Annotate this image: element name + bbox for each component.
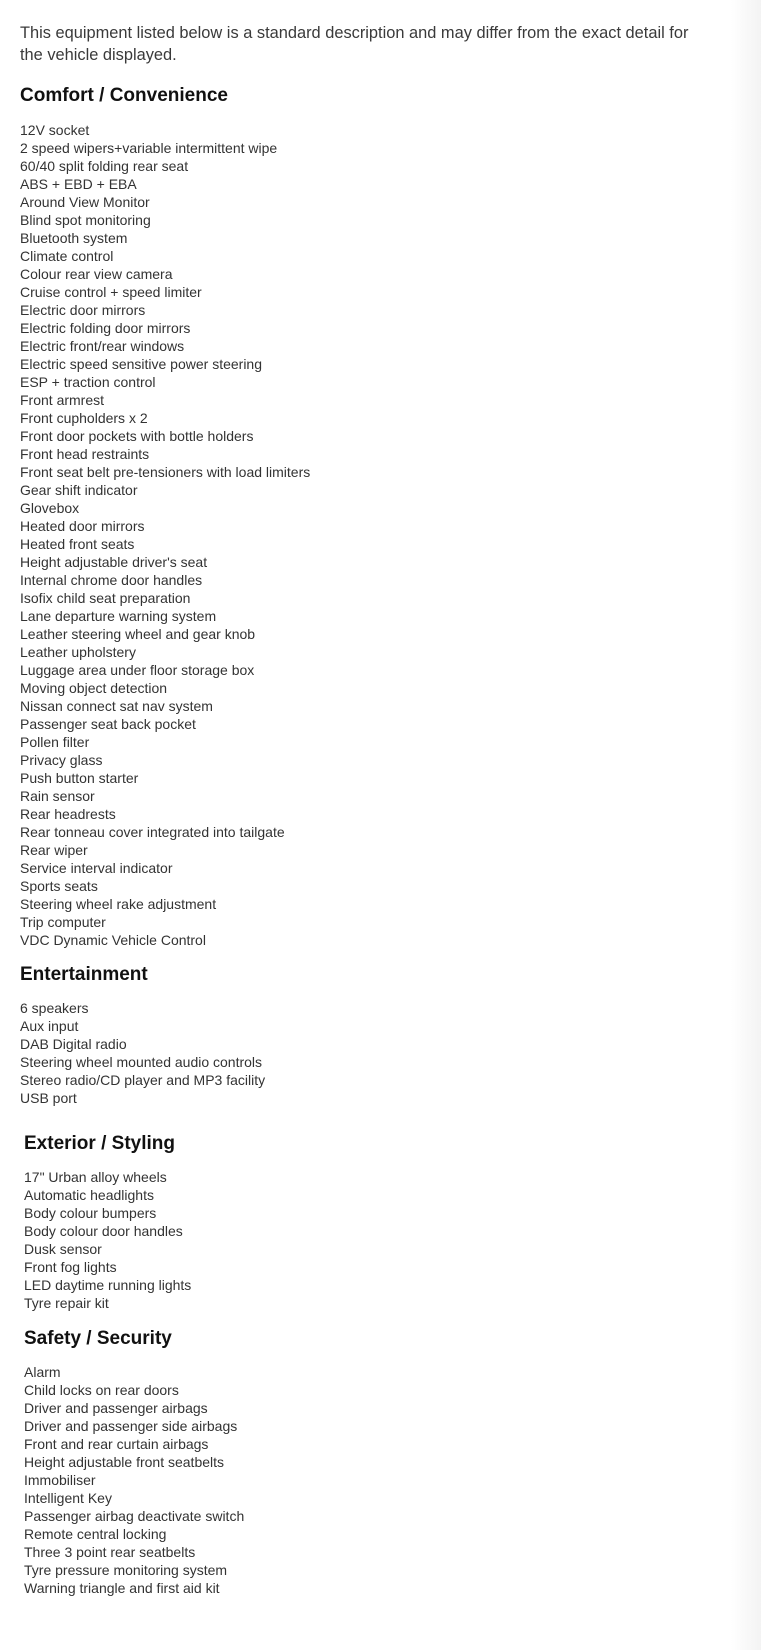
section-title: Comfort / Convenience (20, 85, 228, 106)
equipment-item: 6 speakers (20, 1000, 89, 1016)
equipment-item: Warning triangle and first aid kit (24, 1580, 220, 1596)
equipment-item: Front head restraints (20, 446, 150, 462)
equipment-item: Lane departure warning system (20, 608, 217, 624)
section-exterior-styling (24, 1131, 761, 1312)
equipment-item: Child locks on rear doors (24, 1382, 179, 1398)
section-comfort-convenience (20, 83, 761, 949)
equipment-item: DAB Digital radio (20, 1036, 127, 1052)
equipment-item: Alarm (24, 1364, 61, 1380)
equipment-item: Front door pockets with bottle holders (20, 428, 254, 444)
equipment-item: Front seat belt pre-tensioners with load limiters (20, 464, 311, 480)
equipment-item: Cruise control + speed limiter (20, 284, 202, 300)
equipment-item: Heated front seats (20, 536, 135, 552)
equipment-item: Electric folding door mirrors (20, 320, 191, 336)
section-entertainment (20, 962, 761, 1107)
equipment-item: Front and rear curtain airbags (24, 1436, 209, 1452)
equipment-item: USB port (20, 1090, 77, 1106)
equipment-item: Privacy glass (20, 752, 103, 768)
equipment-item: Isofix child seat preparation (20, 590, 191, 606)
equipment-item: Gear shift indicator (20, 482, 138, 498)
equipment-item: Pollen filter (20, 734, 90, 750)
equipment-item: Leather upholstery (20, 644, 136, 660)
equipment-list (24, 1168, 761, 1312)
equipment-item: Front cupholders x 2 (20, 410, 148, 426)
equipment-item: Heated door mirrors (20, 518, 145, 534)
equipment-item: Blind spot monitoring (20, 212, 151, 228)
equipment-item: Colour rear view camera (20, 266, 173, 282)
intro-disclaimer: This equipment listed below is a standard description and may differ from the exact detail for the vehicle displayed. (20, 24, 689, 64)
equipment-item: Internal chrome door handles (20, 572, 203, 588)
equipment-item: Bluetooth system (20, 230, 128, 246)
equipment-item: 2 speed wipers+variable intermittent wipe (20, 140, 278, 156)
equipment-item: Rear tonneau cover integrated into tailgate (20, 824, 285, 840)
equipment-item: 17" Urban alloy wheels (24, 1169, 167, 1185)
equipment-list (20, 121, 761, 949)
equipment-item: Height adjustable front seatbelts (24, 1454, 225, 1470)
section-title: Entertainment (20, 964, 148, 985)
section-title: Safety / Security (24, 1328, 172, 1349)
equipment-item: Body colour door handles (24, 1223, 183, 1239)
equipment-item: Service interval indicator (20, 860, 173, 876)
equipment-item: Aux input (20, 1018, 79, 1034)
equipment-item: Tyre repair kit (24, 1295, 109, 1311)
equipment-item: Electric door mirrors (20, 302, 146, 318)
equipment-item: Trip computer (20, 914, 106, 930)
equipment-item: Electric speed sensitive power steering (20, 356, 263, 372)
equipment-item: Automatic headlights (24, 1187, 154, 1203)
equipment-item: Push button starter (20, 770, 139, 786)
equipment-item: Remote central locking (24, 1526, 167, 1542)
equipment-item: Height adjustable driver's seat (20, 554, 208, 570)
equipment-item: Dusk sensor (24, 1241, 102, 1257)
equipment-item: ESP + traction control (20, 374, 156, 390)
equipment-item: Passenger seat back pocket (20, 716, 196, 732)
equipment-item: Sports seats (20, 878, 98, 894)
equipment-item: Leather steering wheel and gear knob (20, 626, 256, 642)
equipment-item: Steering wheel rake adjustment (20, 896, 217, 912)
equipment-item: Passenger airbag deactivate switch (24, 1508, 245, 1524)
equipment-item: VDC Dynamic Vehicle Control (20, 932, 206, 948)
equipment-item: 12V socket (20, 122, 90, 138)
equipment-item: Rear wiper (20, 842, 88, 858)
equipment-item: Tyre pressure monitoring system (24, 1562, 228, 1578)
equipment-item: Rear headrests (20, 806, 116, 822)
equipment-item: Electric front/rear windows (20, 338, 185, 354)
equipment-item: ABS + EBD + EBA (20, 176, 137, 192)
equipment-item: Climate control (20, 248, 114, 264)
equipment-list (20, 999, 761, 1107)
equipment-item: Luggage area under floor storage box (20, 662, 255, 678)
equipment-item: 60/40 split folding rear seat (20, 158, 189, 174)
equipment-item: Body colour bumpers (24, 1205, 157, 1221)
equipment-item: Around View Monitor (20, 194, 150, 210)
equipment-item: Front fog lights (24, 1259, 117, 1275)
equipment-item: Moving object detection (20, 680, 168, 696)
equipment-item: Three 3 point rear seatbelts (24, 1544, 196, 1560)
equipment-item: Driver and passenger airbags (24, 1400, 208, 1416)
equipment-item: Stereo radio/CD player and MP3 facility (20, 1072, 266, 1088)
equipment-item: Nissan connect sat nav system (20, 698, 213, 714)
equipment-item: Front armrest (20, 392, 105, 408)
section-title: Exterior / Styling (24, 1133, 175, 1154)
section-safety-security (24, 1326, 761, 1597)
equipment-item: LED daytime running lights (24, 1277, 192, 1293)
equipment-item: Immobiliser (24, 1472, 96, 1488)
equipment-item: Driver and passenger side airbags (24, 1418, 238, 1434)
equipment-item: Glovebox (20, 500, 80, 516)
equipment-item: Intelligent Key (24, 1490, 112, 1506)
equipment-list (24, 1363, 761, 1597)
equipment-item: Rain sensor (20, 788, 95, 804)
equipment-item: Steering wheel mounted audio controls (20, 1054, 263, 1070)
